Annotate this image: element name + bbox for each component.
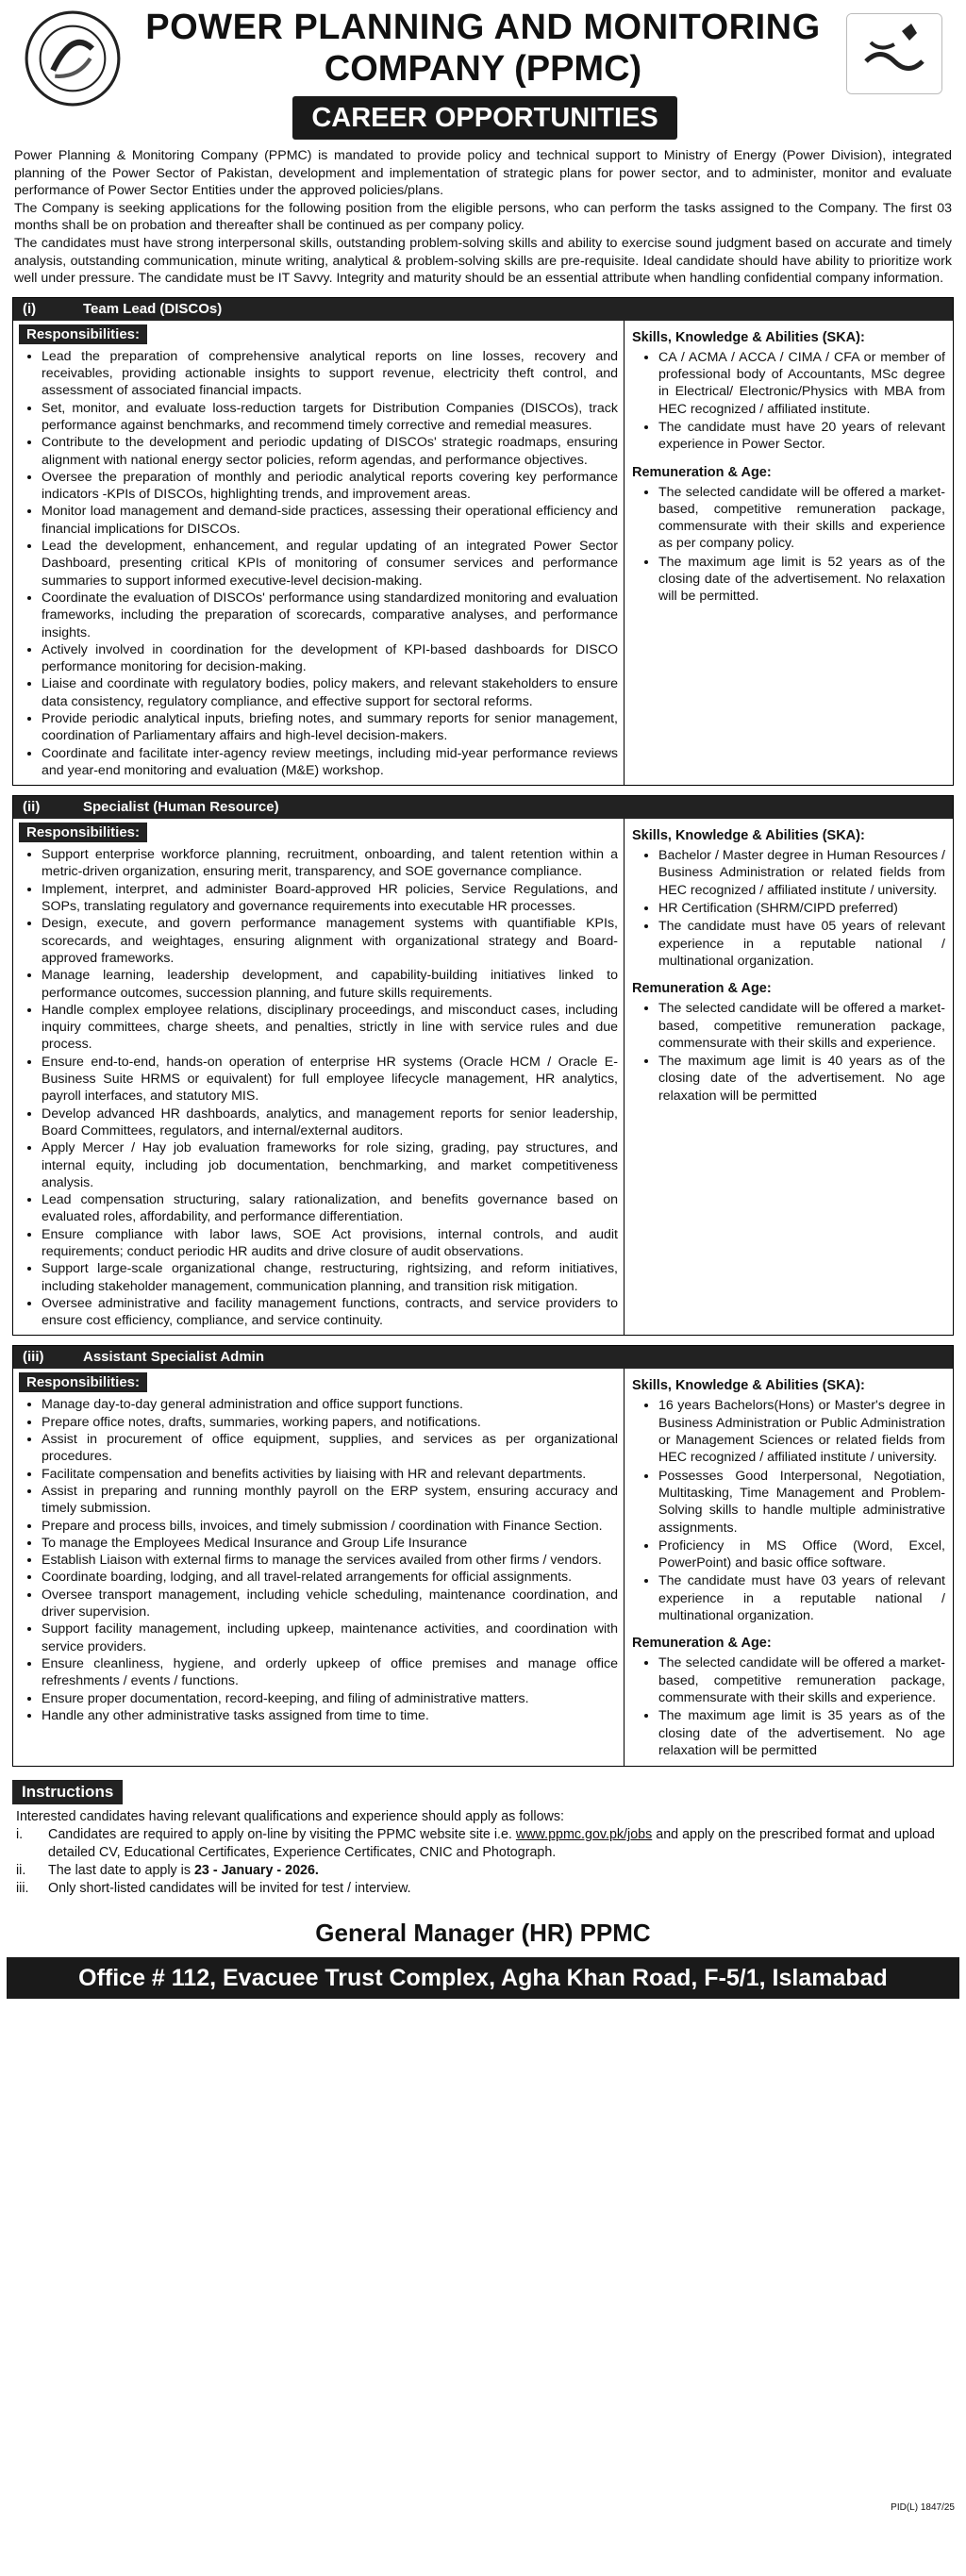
remuneration-item: • The selected candidate will be offered a market-based, competitive remuneration package, commensurate with their skills and experience. [658, 1000, 945, 1052]
responsibility-item: • Assist in preparing and running monthly payroll on the ERP system, ensuring accuracy and timely submission. [42, 1483, 618, 1518]
instructions-heading: Instructions [12, 1780, 123, 1804]
remuneration-title: Remuneration & Age: [632, 464, 772, 480]
remuneration-item: • The maximum age limit is 40 years as of the closing date of the advertisement. No age relaxation will be permitted [658, 1053, 945, 1105]
ska-list [632, 349, 945, 454]
signature-title: General Manager (HR) PPMC [315, 1919, 651, 1948]
position-section [12, 297, 954, 786]
header [7, 6, 959, 133]
responsibility-item: • Prepare office notes, drafts, summaries, working papers, and notifications. [42, 1414, 618, 1431]
responsibilities-label: Responsibilities: [19, 823, 147, 842]
responsibility-item: • Develop advanced HR dashboards, analytics, and management reports for senior leadership, Board Committees, regulators, and internal/external auditors. [42, 1105, 618, 1140]
responsibilities-column [13, 1369, 625, 1766]
ska-item: • The candidate must have 05 years of relevant experience in a reputable national / multinational organization. [658, 918, 945, 970]
responsibility-item: • Ensure cleanliness, hygiene, and orderly upkeep of office premises and manage office refreshments / events / functions. [42, 1655, 618, 1690]
position-body [13, 321, 953, 785]
responsibility-item: • Handle any other administrative tasks assigned from time to time. [42, 1707, 618, 1724]
instruction-number: ii. [16, 1863, 26, 1879]
ska-item: • Proficiency in MS Office (Word, Excel, PowerPoint) and basic office software. [658, 1537, 945, 1572]
responsibility-item: • Implement, interpret, and administer Board-approved HR policies, Service Regulations, and SOPs, translating regulatory and governance requirements into executable HR processes. [42, 881, 618, 916]
instruction-number: iii. [16, 1881, 29, 1897]
responsibility-item: • Establish Liaison with external firms to manage the services availed from other firms / vendors. [42, 1552, 618, 1569]
responsibility-item: • Support facility management, including upkeep, maintenance activities, and coordination with service providers. [42, 1620, 618, 1655]
instruction-text [48, 1862, 950, 1880]
intro-paragraph: Power Planning & Monitoring Company (PPMC) is mandated to provide policy and technical support to Ministry of Energy (Power Division), integrated planning of the Power Sector of Pakistan, development and implementation of strategic plans for power sector, and to administer, monitor and evaluate performance of Power Sector Entities under the approved policies/plans. [14, 148, 952, 199]
responsibility-item: • Lead compensation structuring, salary rationalization, and benefits governance based on evaluated roles, affordability, and performance differentiation. [42, 1191, 618, 1226]
pid-number: PID(L) 1847/25 [891, 2502, 955, 2513]
responsibility-item: • Ensure proper documentation, record-keeping, and filing of administrative matters. [42, 1690, 618, 1707]
responsibility-item: • Monitor load management and demand-side practices, assessing their operational efficiency and financial implications for DISCOs. [42, 503, 618, 538]
responsibilities-list [19, 1396, 618, 1724]
remuneration-title: Remuneration & Age: [632, 981, 772, 997]
instruction-item [16, 1880, 950, 1898]
ska-item: • The candidate must have 03 years of relevant experience in a reputable national / multinational organization. [658, 1572, 945, 1624]
position-body [13, 819, 953, 1335]
responsibility-item: • Prepare and process bills, invoices, and timely submission / coordination with Finance Section. [42, 1518, 618, 1535]
responsibility-item: • Liaise and coordinate with regulatory bodies, policy makers, and relevant stakeholders to ensure data consistency, regulatory compliance, and effective support for sectoral reforms. [42, 675, 618, 710]
responsibility-item: • Lead the preparation of comprehensive analytical reports on line losses, recovery and receivables, providing actionable insights to support revenue, electricity theft control, and assessment of associated financial impacts. [42, 348, 618, 400]
ska-list [632, 847, 945, 970]
instruction-number: i. [16, 1827, 24, 1843]
instructions-lead: Interested candidates having relevant qualifications and experience should apply as follows: [16, 1809, 564, 1825]
responsibility-item: • Contribute to the development and periodic updating of DISCOs' strategic roadmaps, ensuring alignment with national energy sector policies, reform agendas, and performance objectives. [42, 434, 618, 469]
ska-item: • HR Certification (SHRM/CIPD preferred) [658, 900, 945, 917]
position-number: (i) [23, 300, 37, 317]
azm-e-istehkam-logo [846, 13, 942, 94]
responsibility-item: • Oversee administrative and facility management functions, contracts, and service providers to ensure cost efficiency, compliance, and service continuity. [42, 1295, 618, 1330]
ska-item: • Possesses Good Interpersonal, Negotiation, Multitasking, Time Management and Problem-Solving skills to handle multiple administrative assignments. [658, 1468, 945, 1537]
ska-title: Skills, Knowledge & Abilities (SKA): [632, 1378, 865, 1394]
position-body [13, 1369, 953, 1766]
remuneration-list [632, 1000, 945, 1105]
intro-text [7, 147, 959, 288]
remuneration-item: • The selected candidate will be offered a market-based, competitive remuneration package, commensurate with their skills and experience. [658, 1654, 945, 1706]
last-date: 23 - January - 2026. [193, 1863, 319, 1879]
responsibility-item: • Coordinate boarding, lodging, and all travel-related arrangements for official assignments. [42, 1569, 618, 1586]
responsibilities-label: Responsibilities: [19, 324, 147, 344]
responsibilities-label: Responsibilities: [19, 1372, 147, 1392]
responsibility-item: • Manage learning, leadership development, and capability-building initiatives linked to performance outcomes, succession planning, and future skills requirements. [42, 967, 618, 1002]
requirements-column [625, 321, 953, 785]
position-title: Team Lead (DISCOs) [83, 300, 223, 317]
ska-item: • CA / ACMA / ACCA / CIMA / CFA or member of professional body of Accountants, MSc degree in Electrical/ Electronic/Physics with MBA from HEC recognized / affiliated institute. [658, 349, 945, 418]
position-header [13, 1346, 953, 1369]
office-address-footer: Office # 112, Evacuee Trust Complex, Agha Khan Road, F-5/1, Islamabad [7, 1957, 959, 1999]
responsibilities-list [19, 846, 618, 1329]
instruction-text-pre: The last date to apply is [48, 1863, 191, 1879]
responsibility-item: • Actively involved in coordination for the development of KPI-based dashboards for DISCO performance monitoring for decision-making. [42, 641, 618, 676]
ska-item: • Bachelor / Master degree in Human Resources / Business Administration or related fields from HEC recognized / affiliated institute / university. [658, 847, 945, 899]
responsibility-item: • To manage the Employees Medical Insurance and Group Life Insurance [42, 1535, 618, 1552]
position-header [13, 796, 953, 819]
responsibility-item: • Ensure compliance with labor laws, SOE Act provisions, internal controls, and audit requirements; conduct periodic HR audits and drive closure of audit observations. [42, 1226, 618, 1261]
ska-item: • 16 years Bachelors(Hons) or Master's degree in Business Administration or Public Administration or Management Sciences or related fields from HEC recognized / affiliated institute / university. [658, 1397, 945, 1466]
position-section [12, 795, 954, 1336]
responsibilities-column [13, 321, 625, 785]
responsibility-item: • Ensure end-to-end, hands-on operation of enterprise HR systems (Oracle HCM / Oracle E-Business Suite HRMS or equivalent) for full employee lifecycle management, HR analytics, payroll interfaces, and statutory MIS. [42, 1054, 618, 1105]
instruction-text: Only short-listed candidates will be invited for test / interview. [48, 1881, 411, 1897]
responsibility-item: • Support large-scale organizational change, restructuring, rightsizing, and reform initiatives, including stakeholder management, communication planning, and transition risk mitigation. [42, 1260, 618, 1295]
responsibility-item: • Facilitate compensation and benefits activities by liaising with HR and relevant departments. [42, 1466, 618, 1483]
ppmc-jobs-link[interactable]: www.ppmc.gov.pk/jobs [515, 1827, 653, 1843]
ska-item: • The candidate must have 20 years of relevant experience in Power Sector. [658, 419, 945, 454]
instruction-text [48, 1826, 950, 1862]
responsibility-item: • Apply Mercer / Hay job evaluation frameworks for role sizing, grading, pay structures, and internal equity, including job documentation, benchmarking, and market competitiveness analysis. [42, 1139, 618, 1191]
responsibility-item: • Manage day-to-day general administration and office support functions. [42, 1396, 618, 1413]
ska-title: Skills, Knowledge & Abilities (SKA): [632, 828, 865, 844]
responsibility-item: • Set, monitor, and evaluate loss-reduction targets for Distribution Companies (DISCOs), track performance against benchmarks, and recommend timely corrective and remedial measures. [42, 400, 618, 435]
responsibility-item: • Support enterprise workforce planning, recruitment, onboarding, and talent retention within a metric-driven organization, ensuring merit, transparency, and SOE governance compliance. [42, 846, 618, 881]
position-number: (iii) [23, 1349, 44, 1366]
remuneration-item: • The selected candidate will be offered a market-based, competitive remuneration package, commensurate with their skills and experience as per company policy. [658, 484, 945, 553]
instruction-item [16, 1862, 950, 1880]
remuneration-item: • The maximum age limit is 52 years as of the closing date of the advertisement. No relaxation will be permitted. [658, 554, 945, 606]
position-section [12, 1345, 954, 1767]
requirements-column [625, 819, 953, 1335]
responsibility-item: • Lead the development, enhancement, and regular updating of an integrated Power Sector Dashboard, presenting critical KPIs of monitoring of consumer services and performance summaries to support informed executive-level decision-making. [42, 538, 618, 590]
career-opportunities-banner: CAREER OPPORTUNITIES [292, 96, 677, 140]
instructions [7, 1804, 959, 1898]
ska-title: Skills, Knowledge & Abilities (SKA): [632, 329, 865, 345]
responsibility-item: • Coordinate the evaluation of DISCOs' performance using standardized monitoring and evaluation frameworks, including the preparation of scorecards, comparative analyses, and performance insights. [42, 590, 618, 641]
responsibility-item: • Coordinate and facilitate inter-agency review meetings, including mid-year performance reviews and year-end monitoring and evaluation (M&E) workshop. [42, 745, 618, 780]
responsibility-item: • Assist in procurement of office equipment, supplies, and services as per organizational procedures. [42, 1431, 618, 1466]
responsibilities-list [19, 348, 618, 779]
ska-list [632, 1397, 945, 1624]
position-title: Specialist (Human Resource) [83, 799, 279, 816]
responsibilities-column [13, 819, 625, 1335]
responsibility-item: • Oversee the preparation of monthly and periodic analytical reports covering key performance indicators -KPIs of DISCOs, highlighting trends, and improvement areas. [42, 469, 618, 504]
remuneration-item: • The maximum age limit is 35 years as of the closing date of the advertisement. No age relaxation will be permitted [658, 1707, 945, 1759]
remuneration-title: Remuneration & Age: [632, 1636, 772, 1652]
title-line-2: COMPANY (PPMC) [324, 49, 642, 89]
requirements-column [625, 1369, 953, 1766]
responsibility-item: • Provide periodic analytical inputs, briefing notes, and summary reports for senior management, coordination of Parliamentary affairs and high-level decision-makers. [42, 710, 618, 745]
intro-paragraph: The candidates must have strong interpersonal skills, outstanding problem-solving skills and ability to exercise sound judgment based on accurate and timely analysis, outstanding communication, minute writing, analytical & problem-solving skills are pre-requisite. Ideal candidate should have ability to prioritize work well under pressure. The candidate must be IT Savvy. Integrity and maturity should be an essential attribute when handling confidential company information. [14, 235, 952, 287]
advertisement-page [7, 0, 959, 1999]
responsibility-item: • Oversee transport management, including vehicle scheduling, maintenance coordination, and driver supervision. [42, 1587, 618, 1621]
intro-paragraph: The Company is seeking applications for the following position from the eligible persons, who can perform the tasks assigned to the Company. The first 03 months shall be on probation and thereafter shall be continued as per company policy. [14, 200, 952, 234]
position-number: (ii) [23, 799, 41, 816]
position-title: Assistant Specialist Admin [83, 1349, 264, 1366]
remuneration-list [632, 1654, 945, 1759]
remuneration-list [632, 484, 945, 606]
instruction-text-post: and apply on the prescribed format and upload detailed CV, Educational Certificates, Experience Certificates, CNIC and Photograph. [48, 1827, 935, 1861]
title-line-1: POWER PLANNING AND MONITORING [145, 8, 821, 47]
responsibility-item: • Handle complex employee relations, disciplinary proceedings, and misconduct cases, including inquiry committees, charge sheets, and penalties, strictly in line with service rules and due process. [42, 1002, 618, 1054]
responsibility-item: • Design, execute, and govern performance management systems with quantifiable KPIs, scorecards, and weightages, ensuring alignment with organizational strategy and Board-approved frameworks. [42, 915, 618, 967]
position-header [13, 298, 953, 321]
instruction-item [16, 1826, 950, 1862]
instruction-text-pre: Candidates are required to apply on-line by visiting the PPMC website site i.e. [48, 1827, 512, 1843]
